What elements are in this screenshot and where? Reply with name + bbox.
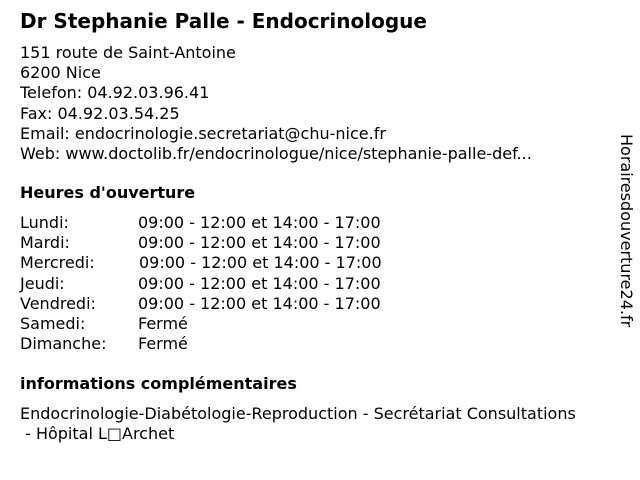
additional-info-heading: informations complémentaires bbox=[20, 374, 297, 393]
hours-row-monday bbox=[20, 213, 440, 233]
day-hours: 09:00 - 12:00 et 14:00 - 17:00 bbox=[138, 233, 381, 253]
day-label: Mardi: bbox=[20, 233, 70, 253]
opening-hours-heading: Heures d'ouverture bbox=[20, 183, 196, 202]
day-hours: 09:00 - 12:00 et 14:00 - 17:00 bbox=[138, 213, 381, 232]
hours-row-tuesday bbox=[20, 233, 440, 253]
phone-number: Telefon: 04.92.03.96.41 bbox=[20, 83, 210, 103]
day-hours: 09:00 - 12:00 et 14:00 - 17:00 bbox=[139, 253, 382, 273]
day-label: Mercredi: bbox=[20, 253, 95, 273]
day-label: Samedi: bbox=[20, 313, 86, 333]
hours-row-friday bbox=[20, 294, 440, 314]
day-label: Jeudi: bbox=[20, 273, 65, 293]
page-title: Dr Stephanie Palle - Endocrinologue bbox=[20, 9, 427, 33]
additional-info-line: Endocrinologie-Diabétologie-Reproduction - Secrétariat Consultations bbox=[20, 404, 576, 423]
site-watermark bbox=[610, 134, 636, 344]
watermark-text: Horairesdouverture24.fr bbox=[617, 134, 636, 328]
day-label: Dimanche: bbox=[20, 334, 107, 354]
day-hours: 09:00 - 12:00 et 14:00 - 17:00 bbox=[138, 273, 381, 293]
day-hours: 09:00 - 12:00 et 14:00 - 17:00 bbox=[138, 293, 381, 313]
day-label: Vendredi: bbox=[20, 293, 96, 313]
day-hours: Fermé bbox=[138, 334, 188, 354]
fax-number: Fax: 04.92.03.54.25 bbox=[20, 103, 180, 123]
additional-info-line: - Hôpital L□Archet bbox=[20, 424, 175, 444]
day-label: Lundi: bbox=[20, 213, 69, 232]
day-hours: Fermé bbox=[138, 313, 188, 333]
opening-hours-table bbox=[20, 213, 440, 354]
contact-block bbox=[20, 43, 532, 164]
hours-row-wednesday bbox=[20, 253, 440, 273]
hours-row-saturday bbox=[20, 314, 440, 334]
additional-info-text bbox=[20, 404, 630, 444]
email-address: Email: endocrinologie.secretariat@chu-nice.fr bbox=[20, 123, 386, 143]
hours-row-thursday bbox=[20, 274, 440, 294]
website-url: Web: www.doctolib.fr/endocrinologue/nice/stephanie-palle-def... bbox=[20, 143, 532, 163]
hours-row-sunday bbox=[20, 334, 440, 354]
address-city: 6200 Nice bbox=[20, 63, 101, 83]
address-street: 151 route de Saint-Antoine bbox=[20, 43, 236, 62]
